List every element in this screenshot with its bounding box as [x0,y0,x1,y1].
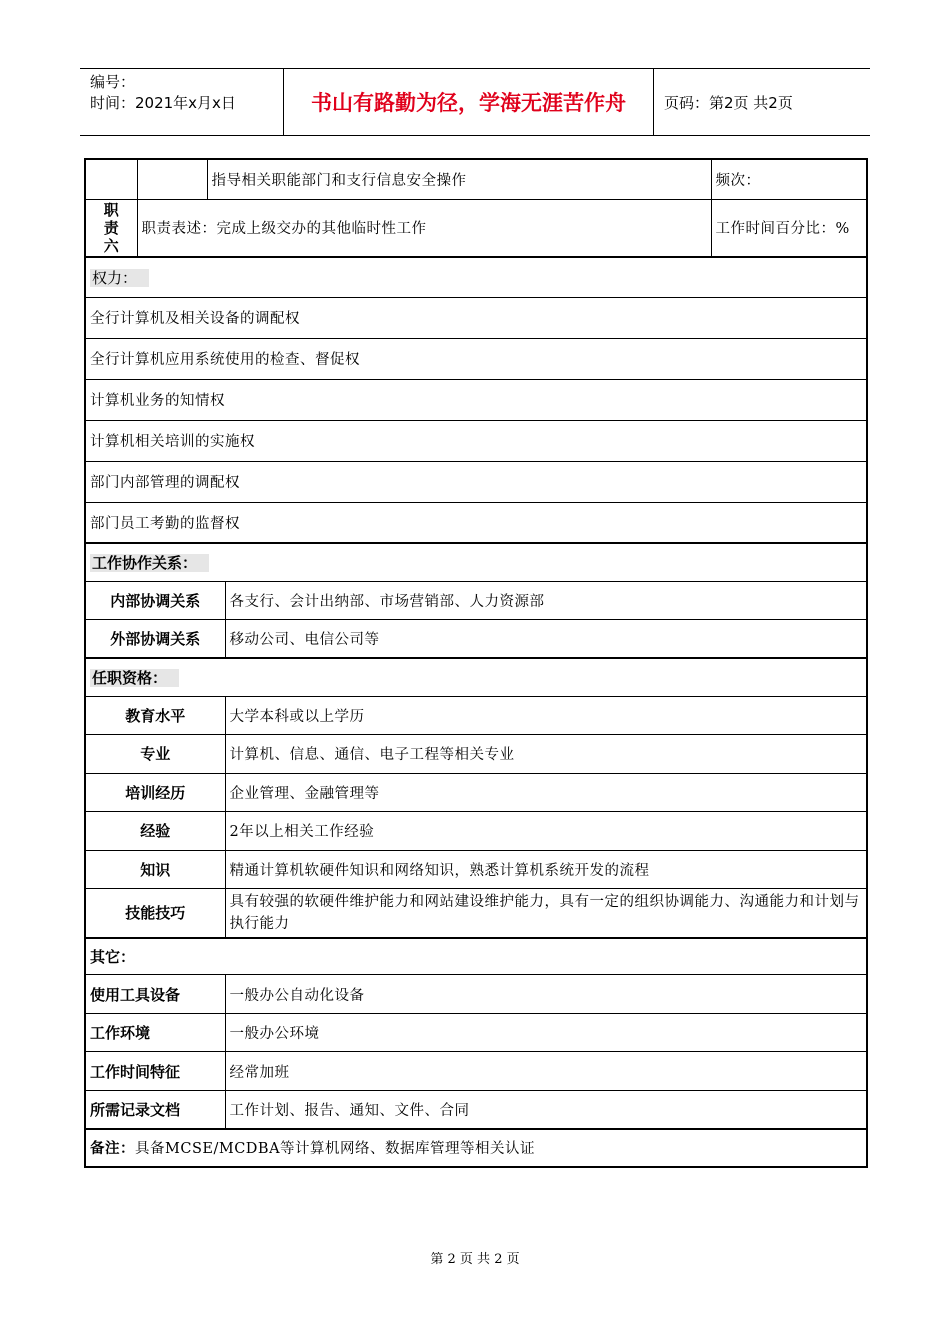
relations-external-label: 外部协调关系 [85,619,225,658]
qualification-value: 大学本科或以上学历 [225,696,867,734]
qualification-row [85,811,867,850]
other-value: 经常加班 [225,1052,867,1091]
authority-item [85,502,867,543]
authority-item-text: 计算机业务的知情权 [85,379,867,420]
page-header [80,68,870,136]
other-row [85,975,867,1014]
duty-description: 指导相关职能部门和支行信息安全操作 [207,159,711,199]
authority-item-text: 全行计算机应用系统使用的检查、督促权 [85,338,867,379]
authority-item [85,338,867,379]
header-motto: 书山有路勤为径，学海无涯苦作舟 [284,69,654,135]
qualification-value: 具有较强的软硬件维护能力和网站建设维护能力，具有一定的组织协调能力、沟通能力和计划与执行能力 [225,888,867,938]
authority-title-row [85,257,867,297]
duty-label-cell [85,159,137,199]
other-row [85,1052,867,1091]
authority-item [85,461,867,502]
qualification-row [85,734,867,773]
qualification-label: 专业 [85,734,225,773]
authority-title: 权力： [85,257,867,297]
authority-item-text: 全行计算机及相关设备的调配权 [85,297,867,338]
authority-item-text: 部门内部管理的调配权 [85,461,867,502]
doc-number-label: 编号： [90,73,136,91]
duty-six-percent: 工作时间百分比：% [711,199,867,257]
other-label: 使用工具设备 [85,975,225,1014]
authority-item [85,297,867,338]
remark-value: 具备MCSE/MCDBA等计算机网络、数据库管理等相关认证 [135,1141,536,1157]
other-label: 工作环境 [85,1014,225,1052]
qualification-label: 培训经历 [85,773,225,811]
other-value: 工作计划、报告、通知、文件、合同 [225,1091,867,1129]
other-value: 一般办公自动化设备 [225,975,867,1014]
other-value: 一般办公环境 [225,1014,867,1052]
qualification-row [85,773,867,811]
qualification-value: 企业管理、金融管理等 [225,773,867,811]
duty-blank-cell [137,159,207,199]
header-page-info: 页码：第2页 共2页 [664,93,793,112]
qualifications-title: 任职资格： [85,658,867,696]
other-label: 工作时间特征 [85,1052,225,1091]
remark-row [85,1129,867,1167]
relations-title-row [85,543,867,581]
header-meta [80,69,284,135]
other-row [85,1014,867,1052]
duty-frequency: 频次： [711,159,867,199]
job-description-table [84,158,868,1168]
relations-title: 工作协作关系： [85,543,867,581]
relations-external-row [85,619,867,658]
qualification-value: 精通计算机软硬件知识和网络知识，熟悉计算机系统开发的流程 [225,850,867,888]
qualification-row [85,888,867,938]
qualification-row [85,850,867,888]
qualifications-title-row [85,658,867,696]
qualification-label: 知识 [85,850,225,888]
relations-external-value: 移动公司、电信公司等 [225,619,867,658]
duty-six-description: 职责表述：完成上级交办的其他临时性工作 [137,199,711,257]
remark-cell [85,1129,867,1167]
other-row [85,1091,867,1129]
other-title-row [85,938,867,975]
qualification-value: 计算机、信息、通信、电子工程等相关专业 [225,734,867,773]
authority-item-text: 部门员工考勤的监督权 [85,502,867,543]
qualification-label: 技能技巧 [85,888,225,938]
relations-internal-label: 内部协调关系 [85,581,225,619]
qualification-value: 2年以上相关工作经验 [225,811,867,850]
duty-row-6 [85,199,867,257]
doc-time-label: 时间：2021年x月x日 [90,94,236,112]
page-footer: 第 2 页 共 2 页 [430,1252,520,1267]
authority-item-text: 计算机相关培训的实施权 [85,420,867,461]
duty-six-label: 职责六 [85,199,137,257]
qualification-row [85,696,867,734]
relations-internal-value: 各支行、会计出纳部、市场营销部、人力资源部 [225,581,867,619]
authority-item [85,379,867,420]
authority-item [85,420,867,461]
other-title: 其它： [85,938,867,975]
qualification-label: 经验 [85,811,225,850]
other-label: 所需记录文档 [85,1091,225,1129]
qualification-label: 教育水平 [85,696,225,734]
duty-row-5 [85,159,867,199]
relations-internal-row [85,581,867,619]
remark-label: 备注： [90,1141,135,1157]
